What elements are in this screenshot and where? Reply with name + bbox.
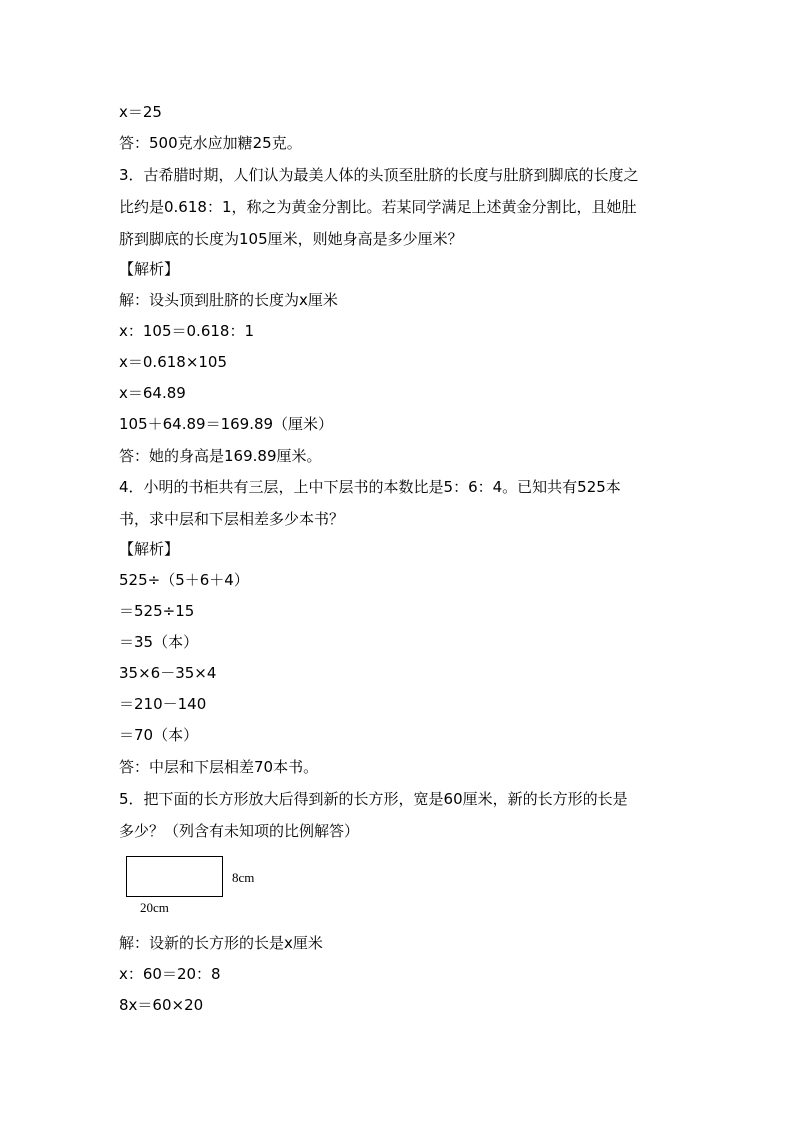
rectangle-figure (126, 856, 266, 918)
answer-line: 答：她的身高是169.89厘米。 (119, 447, 322, 465)
equation-line: ＝525÷15 (119, 602, 195, 620)
analysis-heading: 【解析】 (119, 540, 180, 558)
equation-line: 35×6－35×4 (119, 664, 217, 682)
text-line: x＝25 (119, 103, 162, 121)
question-3-line: 比约是0.618：1，称之为黄金分割比。若某同学满足上述黄金分割比，且她肚 (119, 198, 637, 216)
question-4-line: 4．小明的书柜共有三层，上中下层书的本数比是5：6：4。已知共有525本 (119, 478, 621, 496)
equation-line: 105＋64.89＝169.89（厘米） (119, 415, 334, 433)
equation-line: x：105＝0.618：1 (119, 322, 254, 340)
equation-line: x＝64.89 (119, 384, 186, 402)
question-5-line: 5．把下面的长方形放大后得到新的长方形，宽是60厘米，新的长方形的长是 (119, 790, 628, 808)
equation-line: x＝0.618×105 (119, 353, 228, 371)
text-line: 解：设头顶到肚脐的长度为x厘米 (119, 291, 338, 309)
equation-line: x：60＝20：8 (119, 965, 221, 983)
question-5-line: 多少？（列含有未知项的比例解答） (119, 822, 360, 840)
rectangle-shape (126, 856, 223, 897)
rectangle-width-label: 20cm (140, 900, 169, 915)
equation-line: 525÷（5＋6＋4） (119, 571, 249, 589)
question-3-line: 3．古希腊时期，人们认为最美人体的头顶至肚脐的长度与肚脐到脚底的长度之 (119, 166, 639, 184)
text-line: 答：500克水应加糖25克。 (119, 134, 302, 152)
text-line: 解：设新的长方形的长是x厘米 (119, 934, 323, 952)
rectangle-height-label: 8cm (232, 870, 255, 885)
equation-line: ＝35（本） (119, 633, 199, 651)
equation-line: ＝210－140 (119, 695, 207, 713)
question-3-line: 脐到脚底的长度为105厘米，则她身高是多少厘米？ (119, 230, 463, 248)
equation-line: ＝70（本） (119, 726, 199, 744)
answer-line: 答：中层和下层相差70本书。 (119, 758, 319, 776)
analysis-heading: 【解析】 (119, 260, 180, 278)
equation-line: 8x＝60×20 (119, 996, 204, 1014)
question-4-line: 书，求中层和下层相差多少本书？ (119, 510, 345, 528)
